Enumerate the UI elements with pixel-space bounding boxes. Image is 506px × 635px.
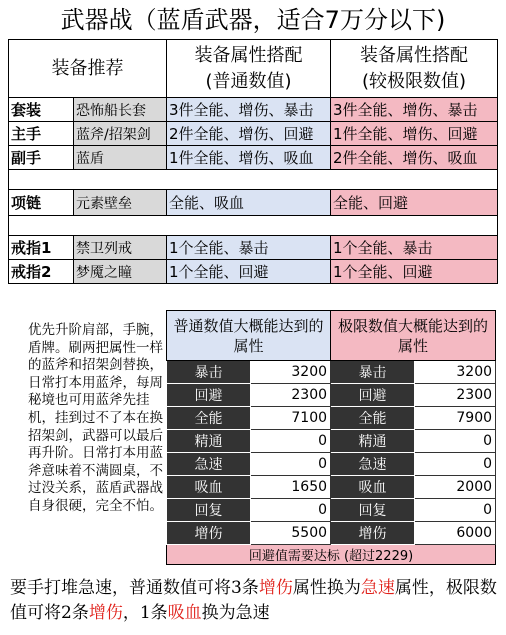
stat-extreme-value: 7900: [415, 407, 496, 430]
stat-normal-value: 0: [251, 430, 331, 453]
stat-name: 回复: [167, 499, 251, 522]
stat-name: 暴击: [331, 361, 415, 384]
stats-header-row: [167, 311, 496, 361]
stat-normal-value: 0: [251, 499, 331, 522]
table-row: [167, 430, 496, 453]
extreme-stats-header: 极限数值大概能达到的属性: [331, 311, 496, 361]
table-row: [167, 407, 496, 430]
extreme-attr: 1个全能、回避: [331, 260, 498, 284]
stat-name: 增伤: [331, 522, 415, 545]
table-row: [167, 499, 496, 522]
note-text: 换为急速: [201, 603, 270, 623]
stat-normal-value: 0: [251, 453, 331, 476]
stat-extreme-value: 2000: [415, 476, 496, 499]
table-row: [9, 146, 498, 170]
table-row: [9, 190, 498, 216]
upgrade-note: 优先升阶肩部，手腕，盾牌。刷两把属性一样的蓝斧和招架剑替换，日常打本用蓝斧，每周秘境也可用蓝斧先挂机，挂到过不了本在换招架剑，武器可以最后再升阶。日常打本用蓝斧意味着不满圆桌，不过没关系，蓝盾武器战自身很硬，完全不怕。: [28, 322, 163, 514]
normal-attr: 3件全能、增伤、暴击: [167, 98, 331, 122]
item-name: 蓝盾: [74, 146, 167, 170]
item-name: 梦魇之瞳: [74, 260, 167, 284]
note-text: 属性换为: [292, 578, 361, 598]
stat-name: 精通: [331, 430, 415, 453]
stat-extreme-value: 0: [415, 430, 496, 453]
stat-name: 暴击: [167, 361, 251, 384]
highlight-text: 增伤: [88, 603, 123, 623]
note-text: ，1条: [122, 603, 168, 623]
item-name: 恐怖船长套: [74, 98, 167, 122]
stat-extreme-value: 6000: [415, 522, 496, 545]
normal-attr: 1件全能、增伤、吸血: [167, 146, 331, 170]
stat-name: 急速: [167, 453, 251, 476]
spacer-row: [9, 170, 498, 190]
extreme-attr: 1件全能、增伤、回避: [331, 122, 498, 146]
extreme-attr: 1个全能、暴击: [331, 236, 498, 260]
stat-normal-value: 3200: [251, 361, 331, 384]
stat-normal-value: 7100: [251, 407, 331, 430]
page-title: 武器战（蓝盾武器，适合7万分以下): [60, 6, 446, 34]
stat-name: 精通: [167, 430, 251, 453]
stats-table: [166, 310, 496, 565]
gear-header-row: [9, 40, 498, 98]
extreme-attr: 3件全能、增伤、暴击: [331, 98, 498, 122]
stat-name: 吸血: [331, 476, 415, 499]
slot-label: 戒指1: [9, 236, 74, 260]
note-text: 属性，极限数值可将2条: [10, 578, 497, 623]
table-row: [9, 98, 498, 122]
table-row: [167, 522, 496, 545]
note-text: 要手打堆急速，普通数值可将3条: [10, 578, 259, 598]
normal-attr: 1个全能、回避: [167, 260, 331, 284]
slot-label: 项链: [9, 190, 74, 216]
stat-normal-value: 5500: [251, 522, 331, 545]
extreme-attr: 2件全能、增伤、吸血: [331, 146, 498, 170]
normal-attr: 全能、吸血: [167, 190, 331, 216]
extreme-attr: 全能、回避: [331, 190, 498, 216]
highlight-text: 吸血: [167, 603, 202, 623]
stat-extreme-value: 3200: [415, 361, 496, 384]
table-row: [9, 260, 498, 284]
table-row: [167, 476, 496, 499]
item-name: 禁卫列戒: [74, 236, 167, 260]
table-row: [167, 384, 496, 407]
stat-extreme-value: 2300: [415, 384, 496, 407]
stat-name: 回复: [331, 499, 415, 522]
normal-header: 装备属性搭配 (普通数值): [167, 40, 331, 98]
stat-name: 全能: [167, 407, 251, 430]
stat-name: 全能: [331, 407, 415, 430]
haste-conversion-note: [10, 576, 500, 626]
item-name: 蓝斧/招架剑: [74, 122, 167, 146]
stat-name: 回避: [331, 384, 415, 407]
normal-attr: 1个全能、暴击: [167, 236, 331, 260]
gear-table: [8, 39, 498, 284]
footer-row: [167, 545, 496, 565]
stat-name: 吸血: [167, 476, 251, 499]
recommend-header: 装备推荐: [9, 40, 167, 98]
table-row: [9, 236, 498, 260]
stat-normal-value: 1650: [251, 476, 331, 499]
stat-normal-value: 2300: [251, 384, 331, 407]
table-row: [167, 453, 496, 476]
spacer-row: [9, 216, 498, 236]
slot-label: 副手: [9, 146, 74, 170]
stat-name: 增伤: [167, 522, 251, 545]
table-row: [9, 122, 498, 146]
dodge-requirement-note: 回避值需要达标 (超过2229): [167, 545, 496, 565]
table-row: [167, 361, 496, 384]
stat-name: 急速: [331, 453, 415, 476]
slot-label: 套装: [9, 98, 74, 122]
highlight-text: 急速: [360, 578, 395, 598]
stat-extreme-value: 0: [415, 499, 496, 522]
normal-stats-header: 普通数值大概能达到的属性: [167, 311, 331, 361]
stat-extreme-value: 0: [415, 453, 496, 476]
highlight-text: 增伤: [258, 578, 293, 598]
normal-attr: 2件全能、增伤、回避: [167, 122, 331, 146]
stat-name: 回避: [167, 384, 251, 407]
extreme-header: 装备属性搭配 (较极限数值): [331, 40, 498, 98]
slot-label: 主手: [9, 122, 74, 146]
item-name: 元素壁垒: [74, 190, 167, 216]
slot-label: 戒指2: [9, 260, 74, 284]
